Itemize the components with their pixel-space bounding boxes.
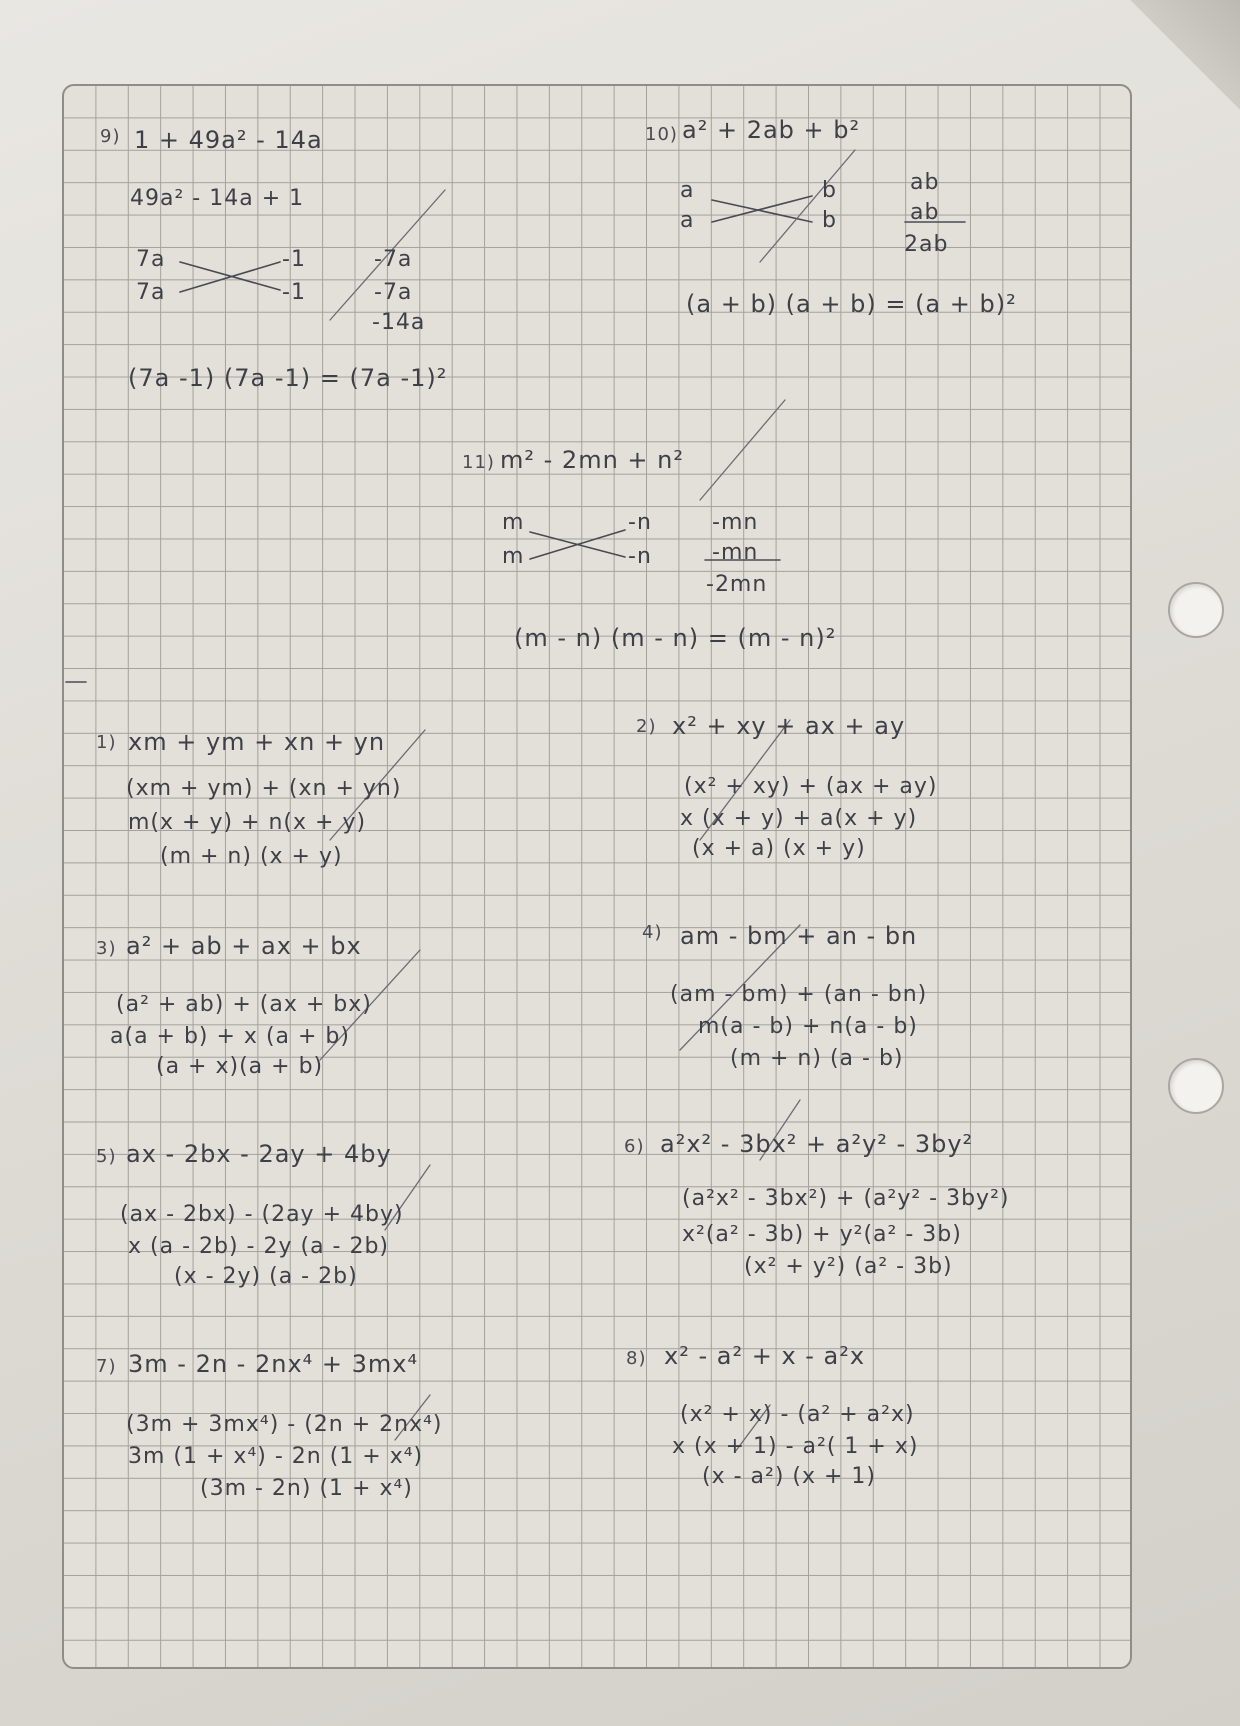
factor: a <box>680 178 695 203</box>
expression: xm + ym + xn + yn <box>128 728 386 756</box>
result: (x - a²) (x + 1) <box>702 1464 877 1489</box>
factor: b <box>822 208 837 233</box>
binder-hole-bottom <box>1168 1058 1224 1114</box>
grouping: (am - bm) + (an - bn) <box>670 982 928 1007</box>
expression: 1 + 49a² - 14a <box>134 126 323 154</box>
expression: am - bm + an - bn <box>680 922 918 950</box>
expression: m² - 2mn + n² <box>500 446 684 474</box>
result: (3m - 2n) (1 + x⁴) <box>200 1476 413 1501</box>
factor: m <box>502 510 525 535</box>
factor: -1 <box>282 247 306 272</box>
product-sum: -14a <box>372 310 426 335</box>
expression: a² + 2ab + b² <box>682 116 861 144</box>
problem-number: 4) <box>642 922 663 943</box>
factor: b <box>822 178 837 203</box>
grouping: (ax - 2bx) - (2ay + 4by) <box>120 1202 404 1227</box>
common-factor: x (a - 2b) - 2y (a - 2b) <box>128 1234 390 1259</box>
factor: -1 <box>282 280 306 305</box>
product: -7a <box>374 280 413 305</box>
common-factor: m(a - b) + n(a - b) <box>698 1014 918 1039</box>
problem-number: 1) <box>96 732 117 753</box>
expression: x² - a² + x - a²x <box>664 1342 866 1370</box>
expression: a² + ab + ax + bx <box>126 932 362 960</box>
folded-corner <box>1130 0 1240 110</box>
expression: ax - 2bx - 2ay + 4by <box>126 1140 392 1168</box>
product: ab <box>910 170 940 195</box>
factor: 7a <box>136 247 166 272</box>
common-factor: x (x + y) + a(x + y) <box>680 806 918 831</box>
factor: m <box>502 544 525 569</box>
product: -mn <box>712 540 759 565</box>
product: -7a <box>374 247 413 272</box>
expression: a²x² - 3bx² + a²y² - 3by² <box>660 1130 974 1158</box>
problem-number: 7) <box>96 1356 117 1377</box>
grouping: (3m + 3mx⁴) - (2n + 2nx⁴) <box>126 1412 443 1437</box>
expression: 3m - 2n - 2nx⁴ + 3mx⁴ <box>128 1350 419 1378</box>
product-sum: -2mn <box>706 572 768 597</box>
result: (7a -1) (7a -1) = (7a -1)² <box>128 364 448 392</box>
problem-number: 9) <box>100 126 121 147</box>
common-factor: x²(a² - 3b) + y²(a² - 3b) <box>682 1222 962 1247</box>
result: (x + a) (x + y) <box>692 836 866 861</box>
problem-number: 5) <box>96 1146 117 1167</box>
grouping: (xm + ym) + (xn + yn) <box>126 776 402 801</box>
expression: 49a² - 14a + 1 <box>130 186 305 211</box>
grouping: (a² + ab) + (ax + bx) <box>116 992 372 1017</box>
grouping: (x² + xy) + (ax + ay) <box>684 774 938 799</box>
problem-number: 11) <box>462 452 495 473</box>
grouping: (x² + x) - (a² + a²x) <box>680 1402 915 1427</box>
product: -mn <box>712 510 759 535</box>
common-factor: a(a + b) + x (a + b) <box>110 1024 350 1049</box>
product: ab <box>910 200 940 225</box>
common-factor: x (x + 1) - a²( 1 + x) <box>672 1434 919 1459</box>
binder-hole-top <box>1168 582 1224 638</box>
result: (m + n) (x + y) <box>160 844 343 869</box>
result: (x - 2y) (a - 2b) <box>174 1264 358 1289</box>
problem-number: 6) <box>624 1136 645 1157</box>
result: (a + b) (a + b) = (a + b)² <box>686 290 1017 318</box>
grouping: (a²x² - 3bx²) + (a²y² - 3by²) <box>682 1186 1010 1211</box>
expression: x² + xy + ax + ay <box>672 712 906 740</box>
product-sum: 2ab <box>904 232 949 257</box>
factor: a <box>680 208 695 233</box>
factor: 7a <box>136 280 166 305</box>
factor: -n <box>628 510 652 535</box>
problem-number: 8) <box>626 1348 647 1369</box>
factor: -n <box>628 544 652 569</box>
result: (x² + y²) (a² - 3b) <box>744 1254 953 1279</box>
problem-number: 2) <box>636 716 657 737</box>
common-factor: 3m (1 + x⁴) - 2n (1 + x⁴) <box>128 1444 424 1469</box>
result: (a + x)(a + b) <box>156 1054 324 1079</box>
problem-number: 3) <box>96 938 117 959</box>
result: (m + n) (a - b) <box>730 1046 904 1071</box>
problem-number: 10) <box>645 124 678 145</box>
result: (m - n) (m - n) = (m - n)² <box>514 624 837 652</box>
common-factor: m(x + y) + n(x + y) <box>128 810 367 835</box>
